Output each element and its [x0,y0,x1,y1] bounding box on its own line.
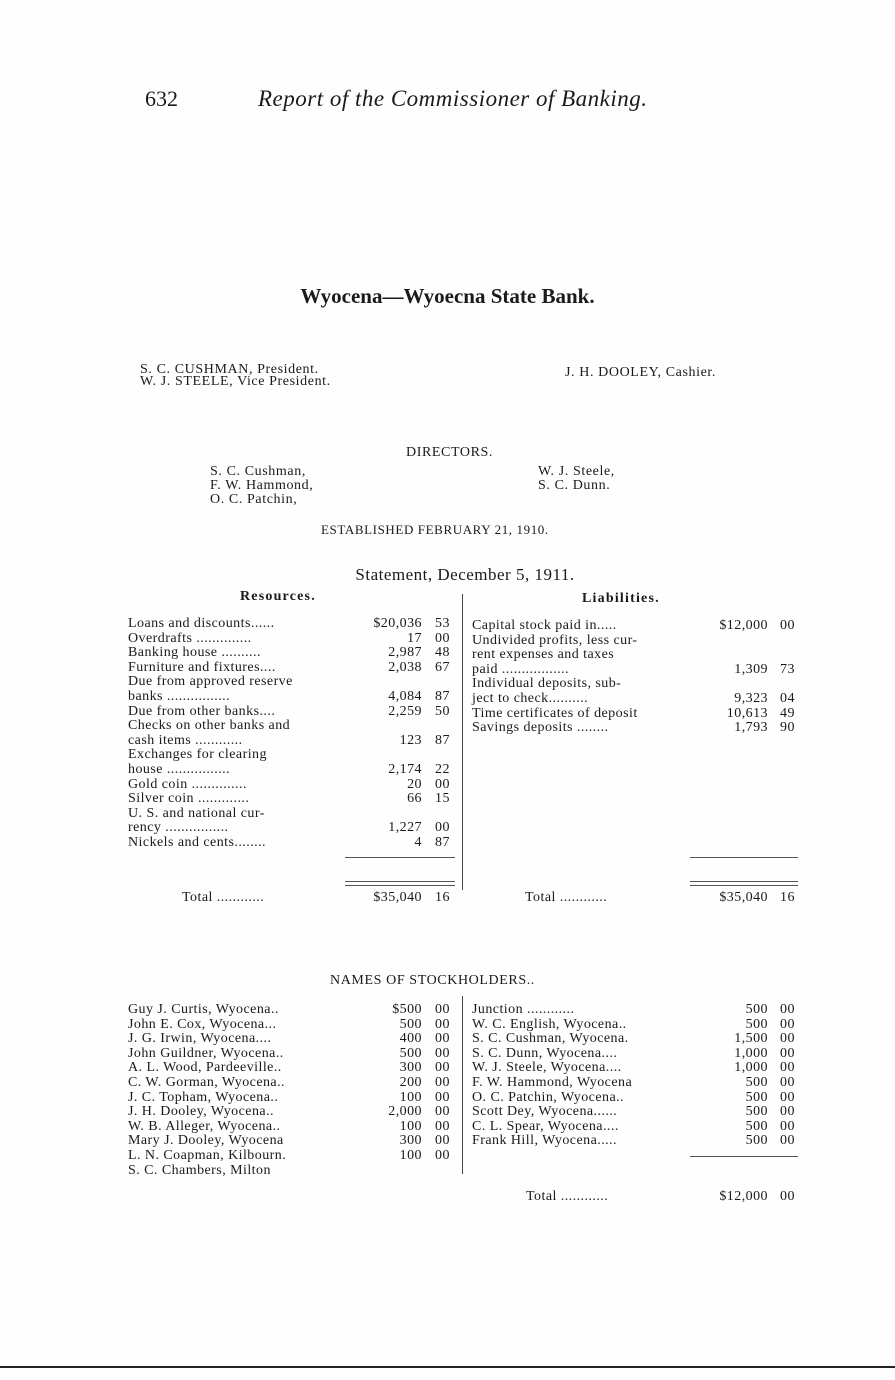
table-row [128,661,458,676]
resources-total-dollars: $35,040 [373,890,422,906]
row-label: Checks on other banks and [128,718,291,734]
row-cents: 00 [780,1089,795,1105]
row-dollars: 200 [399,1074,422,1090]
table-row [128,1091,458,1106]
table-row [128,821,458,836]
row-label: Due from other banks.... [128,703,276,719]
row-cents: 22 [435,761,450,777]
row-dollars: 500 [745,1104,768,1120]
row-label: Scott Dey, Wyocena...... [472,1104,618,1120]
row-cents: 00 [435,1031,450,1047]
table-row [128,1061,458,1076]
table-row [128,1149,458,1164]
row-dollars: 2,000 [388,1104,422,1120]
table-row [128,690,458,705]
row-label: S. C. Dunn, Wyocena.... [472,1045,618,1061]
table-row [128,632,458,647]
directors-heading: DIRECTORS. [406,445,494,460]
row-label: O. C. Patchin, Wyocena.. [472,1089,625,1105]
row-dollars: 500 [745,1089,768,1105]
table-row [128,1076,458,1091]
row-dollars: 4 [414,834,422,850]
row-label: Banking house .......... [128,645,261,661]
row-cents: 87 [435,732,450,748]
row-cents: 49 [780,705,795,721]
row-label: Undivided profits, less cur- [472,632,638,648]
row-label: F. W. Hammond, Wyocena [472,1074,633,1090]
director-left-1: S. C. Cushman, [210,464,306,479]
row-label: Due from approved reserve [128,674,293,690]
row-cents: 15 [435,791,450,807]
row-dollars: 1,309 [734,661,768,677]
row-label: L. N. Coapman, Kilbourn. [128,1147,287,1163]
established-date: ESTABLISHED FEBRUARY 21, 1910. [321,522,549,537]
table-row [128,1018,458,1033]
row-label: J. H. Dooley, Wyocena.. [128,1104,274,1120]
row-cents: 00 [780,1016,795,1032]
table-row [472,663,802,678]
resources-heading: Resources. [240,589,316,604]
row-label: W. B. Alleger, Wyocena.. [128,1118,281,1134]
statement-title: Statement, December 5, 1911. [355,565,575,584]
row-dollars: 4,084 [388,688,422,704]
table-row [472,692,802,707]
row-label: C. L. Spear, Wyocena.... [472,1118,619,1134]
row-cents: 00 [435,1133,450,1149]
row-label: Gold coin .............. [128,776,247,792]
row-cents: 00 [435,776,450,792]
table-row [472,1018,802,1033]
row-dollars: 2,038 [388,659,422,675]
row-cents: 00 [780,1060,795,1076]
row-cents: 00 [435,630,450,646]
table-row [128,778,458,793]
table-row [472,1105,802,1120]
liabilities-total-row [472,862,802,920]
page-number: 632 [145,86,178,111]
row-label: Frank Hill, Wyocena..... [472,1133,618,1149]
row-dollars: 1,500 [734,1031,768,1047]
director-left-3: O. C. Patchin, [210,492,298,507]
row-dollars: 300 [399,1133,422,1149]
liabilities-total-cents: 16 [780,890,795,906]
row-label: ject to check.......... [472,690,589,706]
page-bottom-rule [0,1366,895,1368]
director-right-1: W. J. Steele, [538,464,615,479]
row-cents: 00 [435,820,450,836]
table-row [128,705,458,720]
stockholders-total-row [472,1161,802,1219]
resources-total-cents: 16 [435,890,450,906]
table-row [472,1047,802,1062]
row-label: S. C. Chambers, Milton [128,1162,271,1178]
row-dollars: $20,036 [373,616,422,631]
row-cents: 00 [435,1074,450,1090]
resources-double-rule-1 [345,881,455,882]
row-dollars: 1,227 [388,820,422,836]
liabilities-total-label: Total ............ [525,890,608,906]
row-label: Loans and discounts...... [128,616,275,631]
resources-double-rule-2 [345,885,455,886]
table-row [128,1105,458,1120]
table-row [128,617,458,632]
row-dollars: 2,174 [388,761,422,777]
row-label: Exchanges for clearing [128,747,267,763]
liabilities-double-rule-1 [690,881,798,882]
liabilities-heading: Liabilities. [582,591,660,606]
resources-total-label: Total ............ [182,890,265,906]
table-row [128,1134,458,1149]
row-cents: 73 [780,661,795,677]
row-label: Nickels and cents........ [128,834,266,850]
row-label: J. C. Topham, Wyocena.. [128,1089,279,1105]
resources-total-row [128,862,458,920]
table-row [472,634,802,649]
stockholders-total-cents: 00 [780,1189,795,1205]
table-row [472,721,802,736]
row-label: rency ................ [128,820,229,836]
row-dollars: 2,259 [388,703,422,719]
table-row [472,707,802,722]
row-dollars: 17 [407,630,422,646]
row-dollars: 500 [745,1002,768,1017]
row-cents: 00 [780,1074,795,1090]
row-cents: 00 [780,618,795,633]
row-label: Mary J. Dooley, Wyocena [128,1133,284,1149]
row-label: paid ................. [472,661,570,677]
liabilities-table [472,619,802,736]
liabilities-total-rule [690,857,798,858]
stockholders-column-divider [462,996,463,1174]
row-cents: 00 [780,1104,795,1120]
row-dollars: $500 [392,1002,422,1017]
row-dollars: 500 [745,1118,768,1134]
resources-total-rule [345,857,455,858]
row-cents: 00 [780,1045,795,1061]
row-dollars: 100 [399,1118,422,1134]
liabilities-double-rule-2 [690,885,798,886]
row-dollars: 500 [745,1074,768,1090]
table-row [128,836,458,851]
stockholders-left-table [128,1003,458,1178]
director-right-2: S. C. Dunn. [538,478,611,493]
row-label: Junction ............ [472,1002,575,1017]
row-dollars: 100 [399,1147,422,1163]
table-row [128,1047,458,1062]
row-cents: 67 [435,659,450,675]
row-dollars: 1,793 [734,720,768,736]
row-dollars: 2,987 [388,645,422,661]
row-cents: 00 [435,1089,450,1105]
running-title: Report of the Commissioner of Banking. [258,86,648,111]
director-left-2: F. W. Hammond, [210,478,314,493]
table-row [128,1120,458,1135]
row-dollars: 100 [399,1089,422,1105]
row-dollars: 500 [399,1016,422,1032]
row-label: S. C. Cushman, Wyocena. [472,1031,629,1047]
bank-title: Wyocena—Wyoecna State Bank. [300,284,595,308]
table-row [472,1091,802,1106]
row-label: John Guildner, Wyocena.. [128,1045,284,1061]
stockholders-total-dollars: $12,000 [719,1189,768,1205]
liabilities-total-dollars: $35,040 [719,890,768,906]
row-label: Individual deposits, sub- [472,676,622,692]
table-row [128,719,458,734]
table-row [128,1032,458,1047]
table-row [472,1076,802,1091]
row-label: banks ................ [128,688,231,704]
officer-cashier: J. H. DOOLEY, Cashier. [565,365,716,380]
row-dollars: 66 [407,791,422,807]
row-cents: 00 [780,1118,795,1134]
table-row [128,734,458,749]
stockholders-right-table [472,1003,802,1149]
table-row [472,1003,802,1018]
row-label: rent expenses and taxes [472,647,615,663]
row-cents: 90 [780,720,795,736]
table-row [128,748,458,763]
row-dollars: 1,000 [734,1060,768,1076]
row-dollars: 500 [399,1045,422,1061]
row-dollars: 400 [399,1031,422,1047]
row-label: house ................ [128,761,231,777]
row-label: J. G. Irwin, Wyocena.... [128,1031,272,1047]
row-label: Furniture and fixtures.... [128,659,276,675]
table-row [472,648,802,663]
table-row [472,1134,802,1149]
table-row [472,1032,802,1047]
row-cents: 00 [435,1060,450,1076]
row-label: U. S. and national cur- [128,805,265,821]
row-cents: 87 [435,834,450,850]
table-row [472,1061,802,1076]
row-label: Time certificates of deposit [472,705,638,721]
table-row [128,763,458,778]
row-cents: 50 [435,703,450,719]
officer-vice-president: W. J. STEELE, Vice President. [140,374,331,389]
stockholders-total-rule [690,1156,798,1157]
row-dollars: 20 [407,776,422,792]
row-dollars: 123 [399,732,422,748]
row-label: Savings deposits ........ [472,720,609,736]
row-cents: 00 [780,1031,795,1047]
stockholders-heading: NAMES OF STOCKHOLDERS.. [330,973,535,988]
row-dollars: 500 [745,1016,768,1032]
statement-column-divider [462,594,463,890]
row-label: W. J. Steele, Wyocena.... [472,1060,622,1076]
table-row [472,1120,802,1135]
row-cents: 48 [435,645,450,661]
row-cents: 00 [435,1016,450,1032]
row-cents: 04 [780,690,795,706]
officer-president: S. C. CUSHMAN, President. [140,362,319,377]
table-row [128,792,458,807]
row-cents: 87 [435,688,450,704]
row-dollars: 9,323 [734,690,768,706]
row-cents: 00 [435,1147,450,1163]
row-label: cash items ............ [128,732,243,748]
row-cents: 00 [435,1118,450,1134]
row-label: A. L. Wood, Pardeeville.. [128,1060,282,1076]
row-cents: 00 [780,1133,795,1149]
row-label: W. C. English, Wyocena.. [472,1016,627,1032]
row-label: Overdrafts .............. [128,630,252,646]
row-dollars: 500 [745,1133,768,1149]
row-cents: 00 [780,1002,795,1017]
table-row [472,619,802,634]
row-dollars: 300 [399,1060,422,1076]
row-cents: 00 [435,1002,450,1017]
table-row [128,1164,458,1179]
row-label: Silver coin ............. [128,791,250,807]
row-cents: 00 [435,1104,450,1120]
table-row [128,646,458,661]
row-cents: 00 [435,1045,450,1061]
row-label: C. W. Gorman, Wyocena.. [128,1074,286,1090]
stockholders-total-label: Total ............ [526,1189,609,1205]
row-label: John E. Cox, Wyocena... [128,1016,277,1032]
row-label: Guy J. Curtis, Wyocena.. [128,1002,279,1017]
row-label: Capital stock paid in..... [472,618,617,633]
row-cents: 53 [435,616,450,631]
table-row [128,1003,458,1018]
table-row [128,675,458,690]
table-row [472,677,802,692]
row-dollars: 1,000 [734,1045,768,1061]
table-row [128,807,458,822]
resources-table [128,617,458,851]
row-dollars: $12,000 [719,618,768,633]
row-dollars: 10,613 [726,705,768,721]
